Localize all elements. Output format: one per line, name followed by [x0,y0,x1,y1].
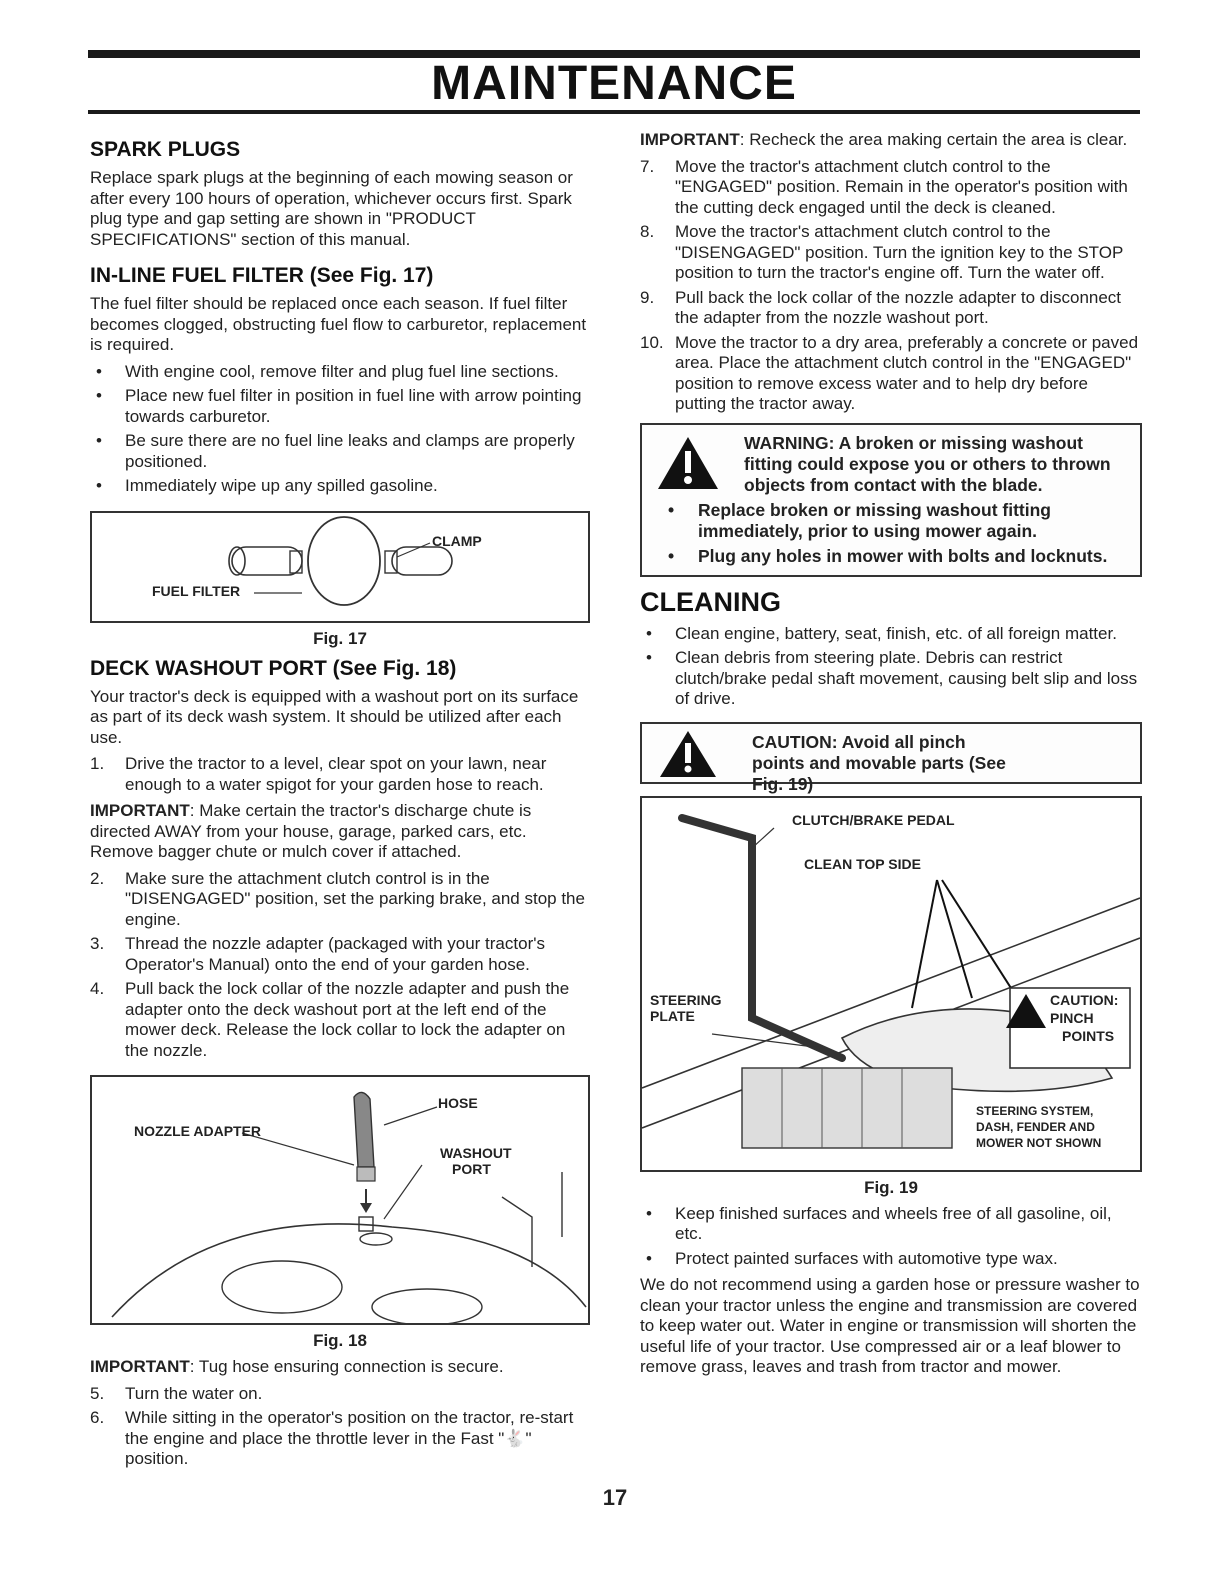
fig19-caption: Fig. 19 [864,1177,918,1197]
fig19-label-steering-2: PLATE [650,1007,695,1024]
fig17-caption: Fig. 17 [313,628,367,648]
fig19-label-pedal: CLUTCH/BRAKE PEDAL [792,811,955,828]
header-rule-bottom [88,110,1140,114]
fig19-label-note-1: STEERING SYSTEM, [976,1103,1094,1118]
cleaning-heading: CLEANING [640,586,781,617]
list-item: 9. Pull back the lock collar of the nozzle adapter to disconnect the adapter from the nozzle washout port. [640,287,1122,327]
bullet-mark: • [96,476,102,495]
washout-heading: DECK WASHOUT PORT (See Fig. 18) [90,656,457,680]
left-column [90,130,590,1476]
list-item: • Keep finished surfaces and wheels free of all gasoline, oil, etc. [646,1203,1112,1243]
fig17-label-filter: FUEL FILTER [152,582,241,599]
warning-text: WARNING: A broken or missing washout fitting could expose you or others to thrown objects from contact with the blade. [744,432,1111,495]
washout-steps-d [640,157,1142,415]
fig19-label-clean-top: CLEAN TOP SIDE [804,855,921,872]
list-item: 8. Move the tractor's attachment clutch control to the "DISENGAGED" position. Turn the ignition key to the STOP position to turn the tractor's engine off. Turn the water off. [640,222,1123,282]
fig19-label-note-2: DASH, FENDER AND [976,1119,1095,1134]
caution-triangle-icon [658,729,718,779]
washout-steps-c [90,1384,590,1470]
washout-steps-a [90,754,590,795]
list-item: • Clean engine, battery, seat, finish, etc. of all foreign matter. [646,623,1117,643]
fig17-label-clamp: CLAMP [432,532,482,549]
list-item: 10. Move the tractor to a dry area, preferably a concrete or paved area. Place the attachment clutch control in the "ENGAGED" position to remove excess water and to help dry before putting the tractor away. [640,332,1139,413]
fuel-filter-body: The fuel filter should be replaced once each season. If fuel filter becomes clogged, obstructing fuel flow to carburetor, replacement is required. [90,294,587,354]
list-item: • Place new fuel filter in position in fuel line with arrow pointing towards carburetor. [96,386,582,426]
important-note-1: IMPORTANT: Make certain the tractor's discharge chute is directed AWAY from your house, garage, parked cars, etc. Remove bagger chute or mulch cover if attached. [90,801,532,861]
important-note-2: IMPORTANT: Tug hose ensuring connection is secure. [90,1357,504,1376]
list-item: 4. Pull back the lock collar of the nozzle adapter and push the adapter onto the deck washout port at the left end of the mower deck. Release the lock collar to lock the adapter on the nozzle. [90,979,570,1060]
warning-bullet-2: • Plug any holes in mower with bolts and locknuts. [668,545,1108,566]
page-title: MAINTENANCE [431,57,797,110]
list-item: • Clean debris from steering plate. Debris can restrict clutch/brake pedal shaft movement, causing belt slip and loss of drive. [646,648,1138,708]
cleaning-bullets [640,624,1142,710]
caution-text: CAUTION: Avoid all pinch points and movable parts (See Fig. 19) [752,731,1006,794]
list-item: 7. Move the tractor's attachment clutch control to the "ENGAGED" position. Remain in the operator's position with the cutting deck engaged until the deck is cleaned. [640,156,1128,217]
fig18-label-port-2: PORT [452,1161,491,1177]
fig18-label-hose: HOSE [438,1095,478,1111]
list-item: • Immediately wipe up any spilled gasoline. [96,476,438,495]
list-item: • Be sure there are no fuel line leaks and clamps are properly positioned. [96,431,575,471]
fuel-filter-drawing [92,513,588,621]
fig18-illustration [90,1075,590,1325]
spark-plugs-body: Replace spark plugs at the beginning of each mowing season or after every 100 hours of operation, whichever occurs first. Spark plug type and gap setting are shown in "PRODUCT SPECIFICATIONS" section of this manual. [90,168,573,249]
list-item: 2. Make sure the attachment clutch control is in the "DISENGAGED" position, set the parking brake, and stop the engine. [90,868,585,929]
list-item: • Protect painted surfaces with automotive type wax. [646,1248,1058,1268]
fig19-label-caution-3: POINTS [1062,1027,1115,1044]
right-column [640,130,1142,1384]
list-item: 1. Drive the tractor to a level, clear spot on your lawn, near enough to a water spigot for your garden hose to reach. [90,754,547,794]
washout-body: Your tractor's deck is equipped with a washout port on its surface as part of its deck wash system. It should be utilized after each use. [90,686,579,747]
fuel-filter-heading: IN-LINE FUEL FILTER (See Fig. 17) [90,264,434,287]
bullet-mark: • [96,431,102,450]
list-item: 5. Turn the water on. [90,1383,263,1403]
list-item: • With engine cool, remove filter and plug fuel line sections. [96,361,559,381]
fig19-label-steering-1: STEERING [650,991,722,1008]
bullet-mark: • [96,386,102,405]
warning-bullet-1: • Replace broken or missing washout fitting immediately, prior to using mower again. [668,499,1051,541]
fig19-label-note-3: MOWER NOT SHOWN [976,1135,1102,1150]
list-item: 6. While sitting in the operator's position on the tractor, re-start the engine and place the throttle lever in the Fast "🐇" position. [90,1408,574,1468]
warning-triangle-icon [656,435,720,491]
bullet-mark: • [96,361,102,381]
important-note-3: IMPORTANT: Recheck the area making certain the area is clear. [640,130,1128,149]
caution-box [640,722,1142,794]
warning-box [640,423,1142,577]
cleaning-bullets-2 [640,1204,1142,1270]
washout-port-drawing [92,1077,588,1323]
fig18-caption: Fig. 18 [313,1331,367,1350]
spark-plugs-heading: SPARK PLUGS [90,138,241,161]
fig18-label-nozzle: NOZZLE ADAPTER [134,1123,262,1139]
fuel-filter-bullets [90,362,590,497]
fig18-label-port-1: WASHOUT [440,1145,512,1161]
fig19-label-caution-2: PINCH [1050,1009,1094,1026]
washout-steps-b [90,869,590,1062]
list-item: 3. Thread the nozzle adapter (packaged with your tractor's Operator's Manual) onto the end of your garden hose. [90,934,545,974]
page-number: 17 [602,1485,628,1510]
fig19-illustration [640,796,1142,1172]
fig17-illustration [90,511,590,623]
fig19-label-caution-1: CAUTION: [1050,991,1119,1008]
cleaning-closing: We do not recommend using a garden hose or pressure washer to clean your tractor unless the engine and transmission are covered to keep water out. Water in engine or transmission will shorten the useful life of your tractor. Use compressed air or a leaf blower to remove grass, leaves and trash from tractor and mower. [640,1275,1140,1376]
